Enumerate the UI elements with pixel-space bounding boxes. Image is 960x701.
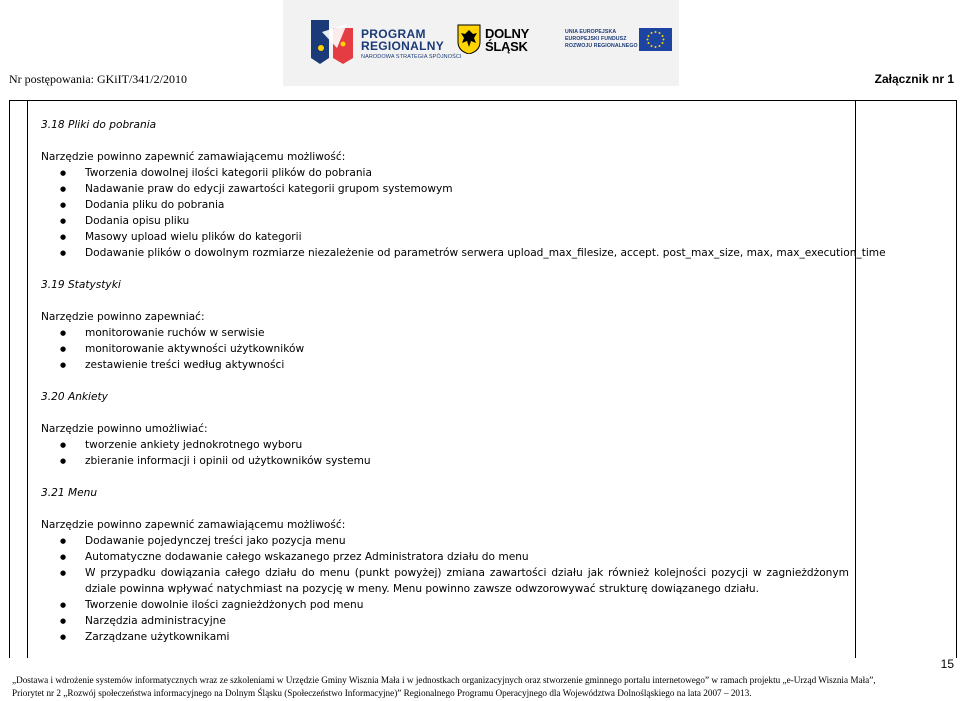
list-item: ● W przypadku dowiązania całego działu do menu (punkt powyżej) zmiana zawartości działu jak również kolejności pozycji w zagnieżdżonym dziale powinna wpływać natychmiast na pozycję w meny. Menu powinno zawsze odwzorowywać strukturę dowiązanego działu. <box>41 565 849 597</box>
table-right-divider <box>855 101 856 658</box>
eu-logo-line2: EUROPEJSKI FUNDUSZ <box>565 36 627 42</box>
eu-logo-line3: ROZWOJU REGIONALNEGO <box>565 43 638 49</box>
requirement-list <box>41 325 849 373</box>
list-item: ● tworzenie ankiety jednokrotnego wyboru <box>41 437 849 453</box>
requirement-list <box>41 437 849 469</box>
dolny-slask-line1: DOLNY <box>485 26 530 41</box>
list-item: ● Dodawanie pojedynczej treści jako pozycja menu <box>41 533 849 549</box>
eagle-shield-icon <box>457 24 481 54</box>
section-intro: Narzędzie powinno zapewniać: <box>41 311 205 323</box>
list-item: ● monitorowanie ruchów w serwisie <box>41 325 849 341</box>
dolny-slask-line2: ŚLĄSK <box>485 39 528 54</box>
eu-logo <box>565 26 679 54</box>
footer-project-line: „Dostawa i wdrożenie systemów informatycznych wraz ze szkoleniami w Urzędzie Gminy Wisznia Mała i w jednostkach organizacyjnych oraz stworzenie gminnego portalu internetowego” w ramach projektu „e-Urząd Wisznia Mała”, <box>12 675 876 685</box>
list-item: ● Zarządzane użytkownikami <box>41 629 849 645</box>
section-3-19 <box>41 277 849 373</box>
list-item: ● monitorowanie aktywności użytkowników <box>41 341 849 357</box>
list-item: ● Dodawanie plików o dowolnym rozmiarze niezależenie od parametrów serwera upload_max_filesize, accept. post_max_size, max, max_execution_time <box>41 245 849 261</box>
section-title: 3.20 Ankiety <box>41 391 108 403</box>
procedure-number: Nr postępowania: GKiIT/341/2/2010 <box>9 72 187 86</box>
page-number: 15 <box>940 657 954 671</box>
attachment-label: Załącznik nr 1 <box>874 72 954 86</box>
requirement-list <box>41 165 886 261</box>
list-item: ● Masowy upload wielu plików do kategorii <box>41 229 849 245</box>
list-item: ● Nadawanie praw do edycji zawartości kategorii grupom systemowym <box>41 181 849 197</box>
eu-logo-line1: UNIA EUROPEJSKA <box>565 29 617 35</box>
list-item: ● Tworzenie dowolnie ilości zagnieżdżonych pod menu <box>41 597 849 613</box>
header-logo-band <box>283 0 679 86</box>
list-item: ● Tworzenia dowolnej ilości kategorii plików do pobrania <box>41 165 849 181</box>
list-item: ● zbieranie informacji i opinii od użytkowników systemu <box>41 453 849 469</box>
spec-content <box>41 117 886 645</box>
section-3-20 <box>41 389 849 469</box>
list-item: ● Dodania opisu pliku <box>41 213 849 229</box>
section-3-18 <box>41 117 886 261</box>
section-intro: Narzędzie powinno zapewnić zamawiającemu możliwość: <box>41 519 346 531</box>
program-regionalny-logo <box>307 18 462 64</box>
list-item: ● Dodania pliku do pobrania <box>41 197 849 213</box>
section-title: 3.19 Statystyki <box>41 279 121 291</box>
table-left-divider <box>27 101 28 658</box>
program-logo-line3: NARODOWA STRATEGIA SPÓJNOŚCI <box>361 54 462 60</box>
program-logo-line2: REGIONALNY <box>361 39 445 53</box>
footer-priority-line: Priorytet nr 2 „Rozwój społeczeństwa informacyjnego na Dolnym Śląsku (Społeczeństwo Informacyjne)” Regionalnego Programu Operacyjnego dla Województwa Dolnośląskiego na lata 2007 – 2013. <box>12 688 752 698</box>
list-item: ● Narzędzia administracyjne <box>41 613 849 629</box>
dolny-slask-logo <box>457 24 547 56</box>
program-logo-line1: PROGRAM <box>361 27 426 41</box>
section-title: 3.18 Pliki do pobrania <box>41 119 157 131</box>
list-item: ● zestawienie treści według aktywności <box>41 357 849 373</box>
section-intro: Narzędzie powinno zapewnić zamawiającemu możliwość: <box>41 151 346 163</box>
program-regionalny-emblem-icon <box>307 18 357 64</box>
list-item: ● Automatyczne dodawanie całego wskazanego przez Administratora działu do menu <box>41 549 849 565</box>
section-intro: Narzędzie powinno umożliwiać: <box>41 423 208 435</box>
requirement-list <box>41 533 849 645</box>
eu-flag-icon <box>639 28 672 51</box>
section-3-21 <box>41 485 849 645</box>
section-title: 3.21 Menu <box>41 487 98 499</box>
